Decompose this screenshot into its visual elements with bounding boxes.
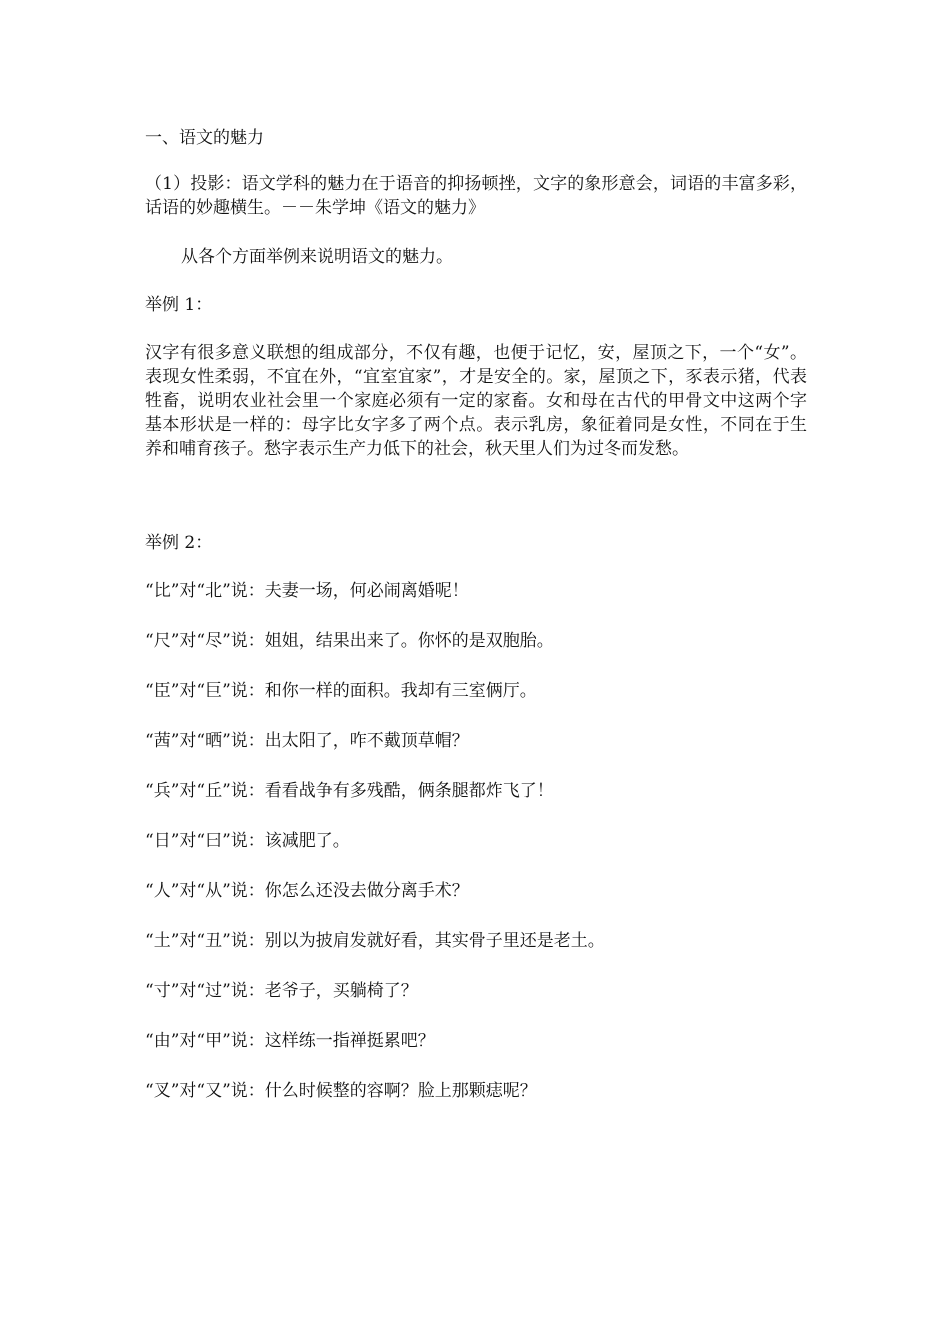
projection-quote: （1）投影：语文学科的魅力在于语音的抑扬顿挫，文字的象形意会，词语的丰富多彩，话语的妙趣横生。－－朱学坤《语文的魅力》 <box>145 174 807 218</box>
dialogue-line: “比”对“北”说：夫妻一场，何必闹离婚呢！ <box>145 581 469 601</box>
dialogue-line: “由”对“甲”说：这样练一指禅挺累吧？ <box>145 1031 435 1051</box>
example-1-text: 汉字有很多意义联想的组成部分，不仅有趣，也便于记忆，安，屋顶之下，一个“女”。表现女性柔弱，不宜在外，“宜室宜家”，才是安全的。家，屋顶之下，豕表示猪，代表牲畜，说明农业社会里一个家庭必须有一定的家畜。女和母在古代的甲骨文中这两个字基本形状是一样的：母字比女字多了两个点。表示乳房，象征着同是女性，不同在于生养和哺育孩子。愁字表示生产力低下的社会，秋天里人们为过冬而发愁。 <box>145 343 807 459</box>
dialogue-line: “兵”对“丘”说：看看战争有多残酷，俩条腿都炸飞了！ <box>145 781 554 801</box>
dialogue-list <box>145 579 807 1103</box>
dialogue-line: “土”对“丑”说：别以为披肩发就好看，其实骨子里还是老土。 <box>145 931 605 951</box>
dialogue-line: “寸”对“过”说：老爷子，买躺椅了？ <box>145 981 418 1001</box>
dialogue-line: “叉”对“又”说：什么时候整的容啊？脸上那颗痣呢？ <box>145 1081 537 1101</box>
dialogue-line: “人”对“从”说：你怎么还没去做分离手术？ <box>145 881 469 901</box>
instruction-text: 从各个方面举例来说明语文的魅力。 <box>181 247 453 267</box>
example-2-label: 举例 2： <box>145 533 213 553</box>
dialogue-line: “尺”对“尽”说：姐姐，结果出来了。你怀的是双胞胎。 <box>145 631 554 651</box>
dialogue-line: “日”对“曰”说：该减肥了。 <box>145 831 350 851</box>
section-heading: 一、语文的魅力 <box>145 128 264 148</box>
dialogue-line: “茜”对“晒”说：出太阳了，咋不戴顶草帽？ <box>145 731 469 751</box>
example-1-label: 举例 1： <box>145 295 213 315</box>
dialogue-line: “臣”对“巨”说：和你一样的面积。我却有三室俩厅。 <box>145 681 537 701</box>
document-body <box>145 126 807 1129</box>
spacer <box>145 461 807 531</box>
